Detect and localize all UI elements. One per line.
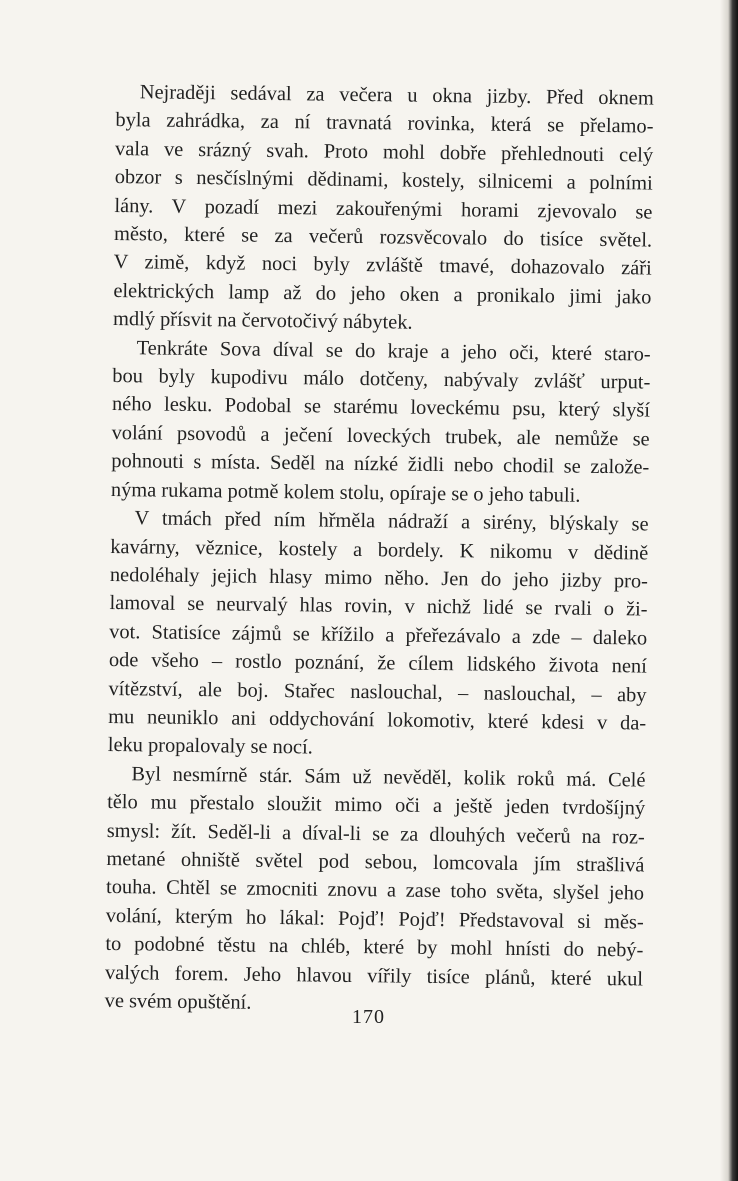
text-line: lány. V pozadí mezi zakouřenými horami zjevovalo se: [114, 194, 653, 224]
paragraph-3: [108, 504, 649, 766]
text-line: Tenkráte Sova díval se do kraje a jeho oči, které staro-: [136, 336, 651, 366]
text-line: tělo mu přestalo sloužit mimo oči a ještě jeden tvrdošíjný: [107, 791, 646, 820]
text-line: valých forem. Jeho hlavou vířily tisíce plánů, které ukul: [104, 961, 644, 991]
text-line: byla zahrádka, za ní travnatá rovinka, která se přelamo-: [115, 109, 654, 138]
text-line: smysl: žít. Seděl-li a díval-li se za dlouhých večerů na roz-: [106, 819, 645, 849]
text-line: obzor s nesčíslnými dědinami, kostely, silnicemi a polními: [114, 166, 653, 195]
text-line: kavárny, věznice, kostely a bordely. K nikomu v dědině: [110, 535, 649, 565]
text-line: metané ohniště světel pod sebou, lomcovala jím strašlivá: [106, 847, 645, 877]
text-line: volání, kterým ho lákal: Pojď! Pojď! Představoval si měs-: [105, 904, 644, 934]
page-number: 170: [352, 1006, 385, 1028]
text-line: vala ve srázný svah. Proto mohl dobře přehlednouti celý: [115, 137, 654, 167]
text-line: Byl nesmírně stár. Sám už nevěděl, kolik roků má. Celé: [131, 762, 646, 792]
text-line: V tmách před ním hřměla nádraží a sirény, blýskaly se: [134, 507, 649, 536]
text-line: V zimě, když noci byly zvláště tmavé, dohazovalo záři: [113, 251, 652, 280]
text-line: pohnouti s místa. Seděl na nízké židli nebo chodil se založe-: [111, 450, 650, 479]
text-line: ode všeho – rostlo poznání, že cílem lidského života není: [108, 649, 647, 678]
text-line: lamoval se neurvalý hlas rovin, v nichž lidé se rvali o ži-: [109, 592, 648, 621]
text-line: vot. Statisíce zájmů se křížilo a přeřezávalo a zde – daleko: [109, 620, 648, 650]
text-line: město, které se za večerů rozsvěcovalo do tisíce světel.: [113, 223, 653, 252]
text-line: vítězství, ale boj. Stařec naslouchal, – naslouchal, – aby: [108, 677, 647, 707]
text-line: nedoléhaly jejich hlasy mimo něho. Jen do jeho jizby pro-: [109, 563, 649, 593]
text-line: Nejraději sedával za večera u okna jizby. Před oknem: [139, 81, 654, 110]
text-line: to podobné těstu na chléb, které by mohl hnísti do nebý-: [105, 933, 644, 962]
text-line: ve svém opuštění.: [104, 989, 252, 1014]
paragraph-4: [105, 760, 646, 1022]
text-line: elektrických lamp až do jeho oken a pronikalo jimi jako: [113, 279, 652, 309]
text-line: leku propalovaly se nocí.: [107, 734, 313, 759]
book-spine-shadow: [720, 0, 738, 1181]
text-line: touha. Chtěl se zmocniti znovu a zase toho světa, slyšel jeho: [105, 876, 645, 905]
body-text: [105, 78, 654, 1022]
paragraph-2: [111, 334, 651, 511]
text-line: ného lesku. Podobal se starému loveckému psu, který slyší: [111, 393, 651, 423]
text-line: mdlý přísvit na červotočivý nábytek.: [112, 308, 413, 334]
text-line: bou byly kupodivu málo dotčeny, nabývaly zvlášť urput-: [112, 365, 651, 394]
text-line: volání psovodů a ječení loveckých trubek, ale nemůže se: [111, 421, 650, 451]
text-line: nýma rukama potmě kolem stolu, opíraje se o jeho tabuli.: [110, 478, 581, 507]
paragraph-1: [113, 78, 654, 340]
text-line: mu neuniklo ani oddychování lokomotiv, které kdesi v da-: [108, 705, 647, 735]
